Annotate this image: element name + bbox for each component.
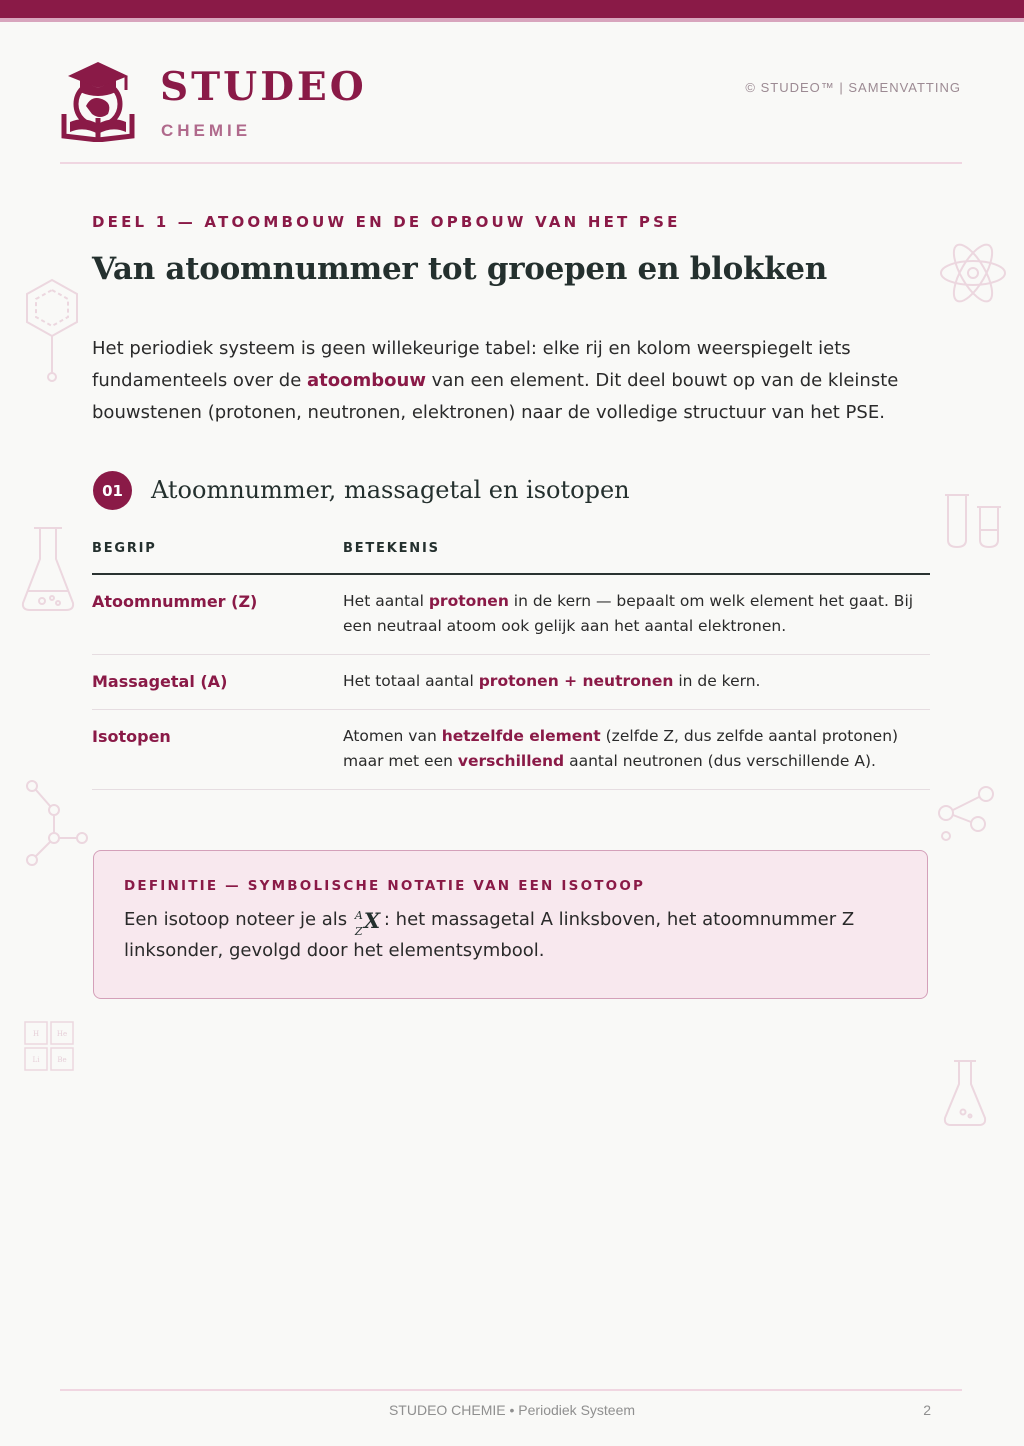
hexagon-molecule-icon xyxy=(22,276,82,384)
table-row xyxy=(92,575,930,655)
intro-text-end: van een element. Dit deel bouwt op van de kleinste bouwstenen (protonen, neutronen, elektronen) naar de volledige structuur van het PSE. xyxy=(92,370,899,423)
definition-text xyxy=(124,904,894,966)
small-flask-icon xyxy=(942,1058,988,1128)
isotope-symbol: X xyxy=(363,908,381,933)
isotope-mass-number: A xyxy=(354,909,363,922)
header-divider xyxy=(60,162,962,164)
periodic-cell-li: Li xyxy=(32,1056,40,1064)
table-row xyxy=(92,710,930,790)
table-body xyxy=(92,575,930,790)
test-tubes-icon xyxy=(945,492,1005,550)
footer-text: STUDEO CHEMIE • Periodiek Systeem xyxy=(388,1402,636,1418)
header-begrip: BEGRIP xyxy=(92,541,157,556)
top-accent-stripe xyxy=(0,18,1024,22)
share-molecule-icon xyxy=(936,782,998,844)
meaning-text: Atomen van xyxy=(343,727,442,745)
definitions-table xyxy=(92,541,930,790)
copyright-label: © STUDEO™ | SAMENVATTING xyxy=(745,80,961,95)
periodic-cell-he: He xyxy=(56,1030,68,1038)
intro-highlight: atoombouw xyxy=(307,370,426,391)
meaning-highlight: hetzelfde element xyxy=(441,727,601,745)
meaning-cell xyxy=(343,669,930,694)
table-row xyxy=(92,655,930,710)
section-title: Atoomnummer, massagetal en isotopen xyxy=(151,476,630,504)
term-cell: Atoomnummer (Z) xyxy=(92,592,258,611)
periodic-cell-be: Be xyxy=(57,1056,67,1064)
flask-icon xyxy=(20,525,76,613)
meaning-highlight: protonen + neutronen xyxy=(478,672,674,690)
meaning-highlight: protonen xyxy=(428,592,509,610)
table-header xyxy=(92,541,930,575)
atom-icon xyxy=(938,240,1008,306)
meaning-text: in de kern — bepaalt om welk element het gaat. Bij een neutraal atoom ook gelijk aan het aantal elektronen. xyxy=(343,592,914,635)
page-number: 2 xyxy=(923,1402,931,1418)
isotope-atomic-number: Z xyxy=(354,925,363,938)
part-label: DEEL 1 — ATOOMBOUW EN DE OPBOUW VAN HET PSE xyxy=(92,213,681,231)
definition-label: DEFINITIE — SYMBOLISCHE NOTATIE VAN EEN ISOTOOP xyxy=(124,878,646,894)
meaning-text: Het totaal aantal xyxy=(343,672,479,690)
brand-subtitle: CHEMIE xyxy=(161,121,252,140)
section-number-badge: 01 xyxy=(93,471,132,510)
page-title: Van atoomnummer tot groepen en blokken xyxy=(92,251,827,287)
header-betekenis: BETEKENIS xyxy=(343,541,440,556)
isotope-notation xyxy=(353,906,384,938)
definition-text-end: : het massagetal A linksboven, het atoomnummer Z linksonder, gevolgd door het elementsymbool. xyxy=(124,909,855,961)
meaning-highlight: verschillend xyxy=(457,752,565,770)
graduation-book-logo xyxy=(60,58,136,142)
meaning-text: (zelfde Z, dus zelfde aantal protonen) maar met een xyxy=(343,727,899,770)
meaning-cell xyxy=(343,589,930,639)
periodic-table-icon xyxy=(24,1021,76,1071)
term-cell: Isotopen xyxy=(92,727,171,746)
term-cell: Massagetal (A) xyxy=(92,672,228,691)
brand-name: STUDEO xyxy=(160,64,367,110)
top-accent-bar xyxy=(0,0,1024,18)
periodic-cell-h: H xyxy=(32,1030,40,1038)
meaning-text: in de kern. xyxy=(673,672,761,690)
definition-box xyxy=(93,850,928,999)
intro-text-start: Het periodiek systeem is geen willekeurige tabel: elke rij en kolom weerspiegelt iets fundamenteels over de xyxy=(92,338,851,391)
molecule-icon xyxy=(20,776,90,868)
meaning-text: Het aantal xyxy=(343,592,429,610)
meaning-text: aantal neutronen (dus verschillende A). xyxy=(564,752,876,770)
footer-divider xyxy=(60,1389,962,1391)
intro-paragraph xyxy=(92,333,952,429)
definition-text-start: Een isotoop noteer je als xyxy=(124,909,353,930)
meaning-cell xyxy=(343,724,930,774)
